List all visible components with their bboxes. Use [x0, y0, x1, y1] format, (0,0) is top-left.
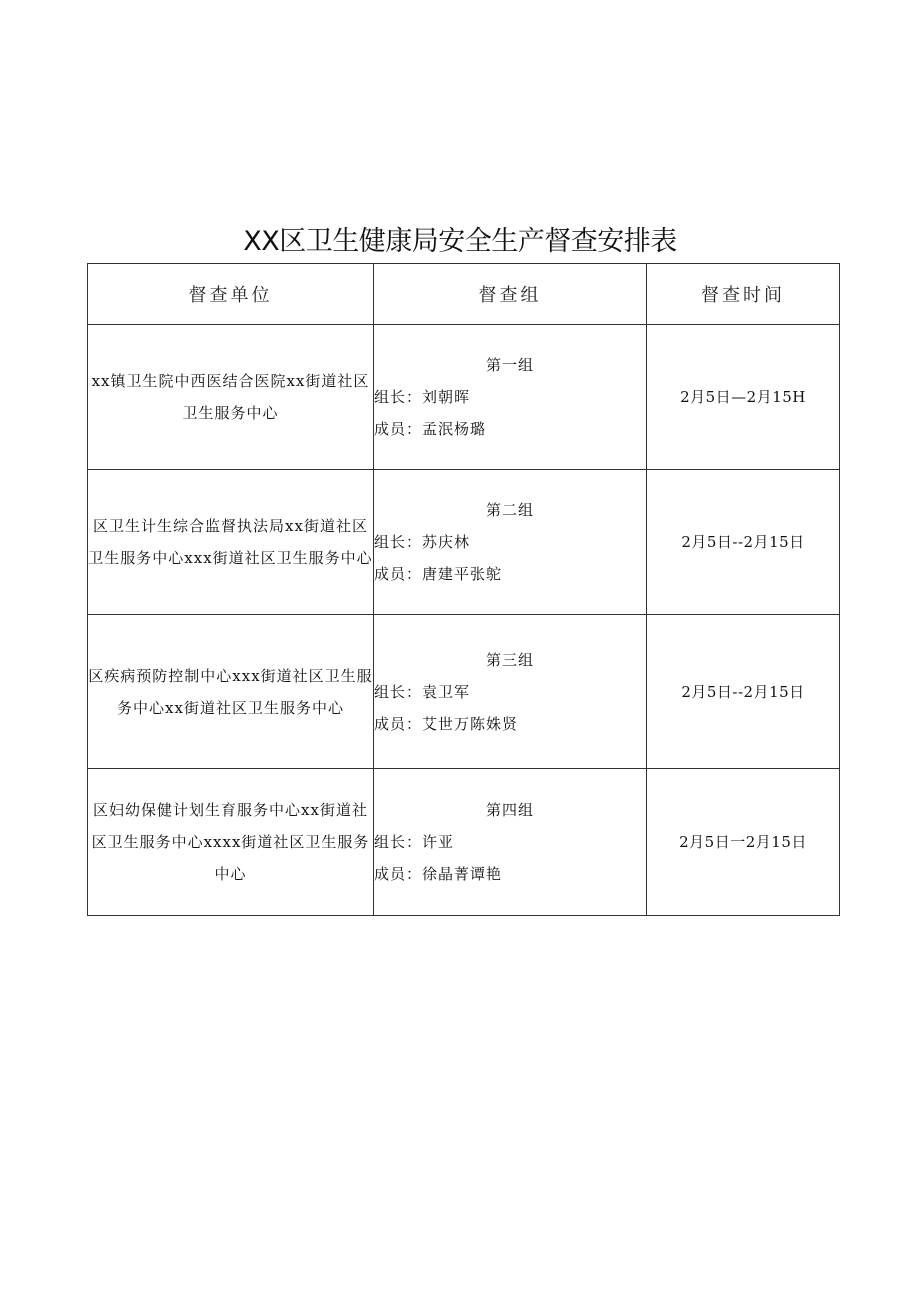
inspection-period-cell: 2月5日--2月15日: [647, 615, 840, 769]
inspection-period-cell: 2月5日一2月15日: [647, 769, 840, 916]
inspected-units-cell: 区妇幼保健计划生育服务中心xx街道社区卫生服务中心xxxx街道社区卫生服务中心: [88, 769, 374, 916]
header-inspection-group: 督查组: [374, 264, 647, 325]
inspection-group-cell: [374, 470, 647, 615]
group-name: 第四组: [485, 801, 534, 819]
group-members: 成员：艾世万陈姝贤: [374, 714, 519, 733]
group-members: 成员：徐晶菁谭艳: [374, 865, 503, 883]
inspected-units-cell: 区卫生计生综合监督执法局xx街道社区卫生服务中心xxx街道社区卫生服务中心: [88, 470, 374, 615]
inspection-group-cell: [374, 769, 647, 916]
group-name: 第二组: [485, 501, 534, 519]
inspection-group-cell: [374, 325, 647, 470]
group-leader: 组长：袁卫军: [374, 682, 471, 701]
table-header-row: [88, 264, 840, 325]
header-inspected-units: 督查单位: [88, 264, 374, 325]
table-row: [88, 470, 840, 615]
header-inspection-period: 督查时间: [647, 264, 840, 325]
group-members: 成员：唐建平张鸵: [374, 565, 503, 583]
inspection-group-cell: [374, 615, 647, 769]
table-row: [88, 325, 840, 470]
group-name: 第一组: [485, 356, 534, 374]
table-row: [88, 769, 840, 916]
group-leader: 组长：刘朝晖: [374, 388, 471, 406]
inspection-period-cell: 2月5日--2月15日: [647, 470, 840, 615]
inspected-units-cell: xx镇卫生院中西医结合医院xx街道社区卫生服务中心: [88, 325, 374, 470]
group-name: 第三组: [485, 650, 534, 669]
inspection-period-cell: 2月5日—2月15H: [647, 325, 840, 470]
table-row: [88, 615, 840, 769]
group-members: 成员：孟泯杨璐: [374, 420, 487, 438]
group-leader: 组长：苏庆林: [374, 533, 471, 551]
inspected-units-cell: 区疾病预防控制中心xxx街道社区卫生服务中心xx街道社区卫生服务中心: [88, 615, 374, 769]
group-leader: 组长：许亚: [374, 833, 455, 851]
document-title: XX区卫生健康局安全生产督查安排表: [243, 226, 677, 257]
inspection-schedule-table: [87, 263, 840, 916]
